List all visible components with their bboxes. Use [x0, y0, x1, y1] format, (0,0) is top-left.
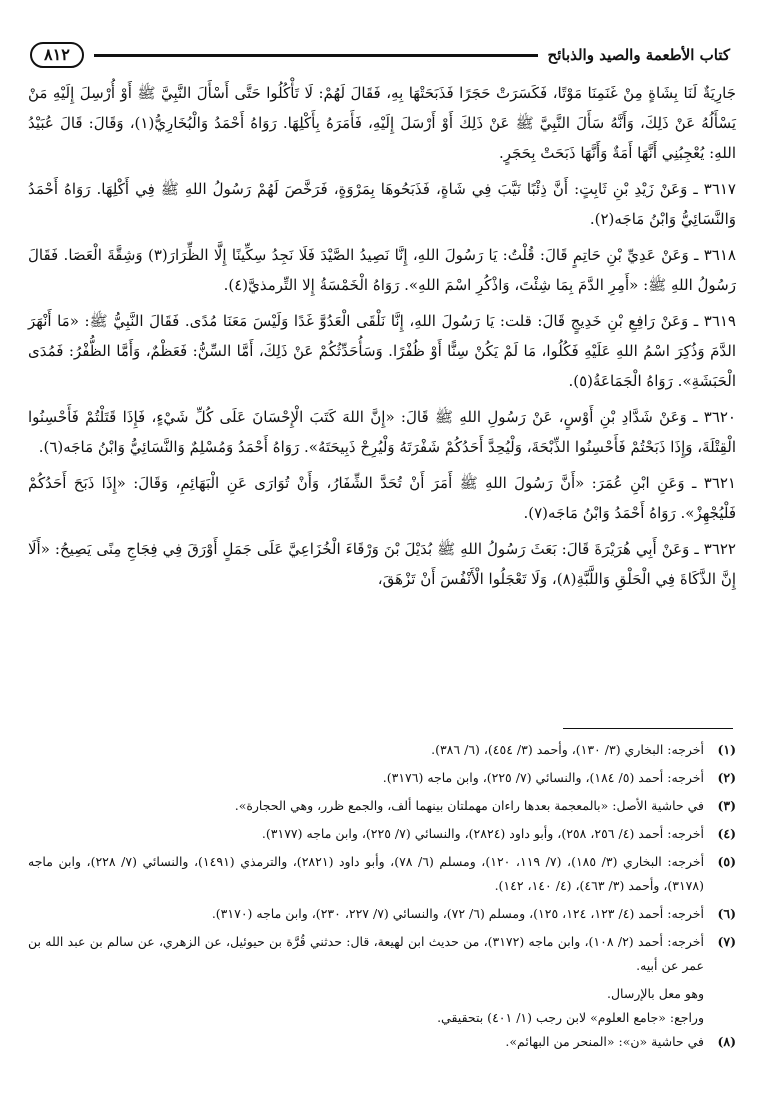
footnote: [28, 1030, 736, 1054]
footnote-text: أخرجه: أحمد (٢/ ١٠٨)، وابن ماجه (٣١٧٢)، من حديث ابن لهيعة، قال: حدثني قُرَّة بن حيوئيل، عن الزهري، عن سالم بن عبد الله بن عمر عن أبيه.: [28, 934, 704, 973]
header-rule: [94, 54, 538, 57]
footnote-number: (١): [717, 742, 736, 757]
footnote-text: أخرجه: أحمد (٤/ ٢٥٦، ٢٥٨)، وأبو داود (٢٨٢٤)، والنسائي (٧/ ٢٢٥)، وابن ماجه (٣١٧٧).: [261, 826, 704, 841]
hadith-body: [28, 78, 736, 600]
page-number: ٨١٢: [30, 42, 84, 68]
footnote: [28, 850, 736, 898]
footnote-number: (٤): [717, 826, 736, 841]
footnote-text: أخرجه: البخاري (٣/ ١٨٥)، (٧/ ١١٩، ١٢٠)، ومسلم (٦/ ٧٨)، وأبو داود (٢٨٢١)، والترمذي (١٤٩١)، والنسائي (٧/ ٢٢٨)، وابن ماجه (٣١٧٨)، وأحمد (٣/ ٤٦٣)، (٤/ ١٤٠، ١٤٢).: [28, 854, 705, 893]
footnote-continuation: وراجع: «جامع العلوم» لابن رجب (١/ ٤٠١) بتحقيقي.: [437, 1010, 704, 1025]
footnote: [28, 766, 736, 790]
footnote: [28, 794, 736, 818]
hadith-paragraph: ٣٦١٨ ـ وَعَنْ عَدِيِّ بْنِ حَاتِمٍ قَالَ: قُلْتُ: يَا رَسُولَ اللهِ، إِنَّا نَصِيدُ الصَّيْدَ فَلَا نَجِدُ سِكِّينًا إِلَّا الظِّرَارَ(٣) وَشِقَّةَ الْعَصَا. فَقَالَ رَسُولُ اللهِ ﷺ: «أَمِرِ الدَّمَ بِمَا شِئْتَ، وَاذْكُرِ اسْمَ اللهِ». رَوَاهُ الْخَمْسَةُ إِلا التِّرمذيَّ(٤).: [28, 246, 736, 294]
hadith-paragraph: ٣٦١٧ ـ وَعَنْ زَيْدِ بْنِ ثَابِتٍ: أَنَّ ذِئْبًا نَيَّبَ فِي شَاةٍ، فَذَبَحُوهَا بِمَرْوَةٍ، فَرَخَّصَ لَهُمْ رَسُولُ اللهِ ﷺ فِي أَكْلِهَا. رَوَاهُ أَحْمَدُ وَالنَّسَائِيُّ وَابْنُ مَاجَه(٢).: [28, 180, 736, 228]
footnote: [28, 822, 736, 846]
footnote-number: (٦): [717, 906, 736, 921]
hadith-paragraph: ٣٦٢٢ ـ وَعَنْ أَبِي هُرَيْرَةَ قَالَ: بَعَثَ رَسُولُ اللهِ ﷺ بُدَيْلَ بْنَ وَرْقَاءَ الْخُزَاعِيَّ عَلَى جَمَلٍ أَوْرَقَ فِي فِجَاجِ مِنًى يَصِيحُ: «أَلَا إِنَّ الذَّكَاةَ فِي الْحَلْقِ وَاللَّبَّةِ(٨)، وَلَا تَعْجَلُوا الْأَنْفُسَ أَنْ تَزْهَقَ،: [28, 540, 736, 588]
footnote-text: في حاشية «ن»: «المنحر من البهائم».: [505, 1034, 704, 1049]
chapter-title: كتاب الأطعمة والصيد والذبائح: [547, 46, 730, 64]
running-header: [30, 40, 730, 70]
footnote-number: (٣): [717, 798, 736, 813]
footnote-number: (٧): [717, 934, 736, 949]
footnote: [28, 902, 736, 926]
footnote-separator: [563, 728, 733, 729]
hadith-paragraph: ٣٦١٩ ـ وَعَنْ رَافِعِ بْنِ خَدِيجٍ قَالَ: قلت: يَا رَسُولَ اللهِ، إِنَّا نَلْقَى الْعَدُوَّ غَدًا وَلَيْسَ مَعَنَا مُدًى. فَقَالَ النَّبِيُّ ﷺ: «مَا أَنْهَرَ الدَّمَ وَذُكِرَ اسْمُ اللهِ عَلَيْهِ فَكُلُوا، مَا لَمْ يَكُنْ سِنًّا أَوْ ظُفْرًا. وَسَأُحَدِّثُكُمْ عَنْ ذَلِكَ، أَمَّا السِّنُّ: فَعَظْمٌ، وَأَمَّا الظُّفْرُ: فَمُدَى الْحَبَشَةِ». رَوَاهُ الْجَمَاعَةُ(٥).: [28, 312, 736, 390]
footnote-number: (٥): [717, 854, 736, 869]
footnote: [28, 930, 736, 978]
footnote-text: أخرجه: أحمد (٥/ ١٨٤)، والنسائي (٧/ ٢٢٥)، وابن ماجه (٣١٧٦).: [382, 770, 704, 785]
footnote-text: أخرجه: أحمد (٤/ ١٢٣، ١٢٤، ١٢٥)، ومسلم (٦/ ٧٢)، والنسائي (٧/ ٢٢٧، ٢٣٠)، وابن ماجه (٣١٧٠).: [211, 906, 704, 921]
hadith-paragraph: ٣٦٢٠ ـ وَعَنْ شَدَّادِ بْنِ أَوْسٍ، عَنْ رَسُولِ اللهِ ﷺ قَالَ: «إِنَّ اللهَ كَتَبَ الْإِحْسَانَ عَلَى كُلِّ شَيْءٍ، فَإِذَا قَتَلْتُمْ فَأَحْسِنُوا الْقِتْلَةَ، وَإِذَا ذَبَحْتُمْ فَأَحْسِنُوا الذِّبْحَةَ، وَلْيُحِدَّ أَحَدُكُمْ شَفْرَتَهُ وَلْيُرِحْ ذَبِيحَتَهُ». رَوَاهُ أَحْمَدُ وَمُسْلِمٌ وَالنَّسَائِيُّ وَابْنُ مَاجَه(٦).: [28, 408, 736, 456]
footnotes: [28, 738, 736, 1058]
hadith-paragraph: جَارِيَةٌ لَنَا بِشَاةٍ مِنْ غَنَمِنَا مَوْتًا، فَكَسَرَتْ حَجَرًا فَذَبَحَتْهَا بِهِ، فَقَالَ لَهُمْ: لَا تَأْكُلُوا حَتَّى أَسْأَلَ النَّبِيَّ ﷺ أَوْ أُرْسِلَ إِلَيْهِ مَنْ يَسْأَلُهُ عَنْ ذَلِكَ، وَأَنَّهُ سَأَلَ النَّبِيَّ ﷺ عَنْ ذَلِكَ أَوْ أَرْسَلَ إِلَيْهِ، فَأَمَرَهُ بِأَكْلِهَا. رَوَاهُ أَحْمَدُ وَالْبُخَارِيُّ(١)، وَقَالَ: قَالَ عُبَيْدُ اللهِ: يُعْجِبُنِي أَنَّهَا أَمَةٌ وَأَنَّهَا ذَبَحَتْ بِحَجَرٍ.: [28, 84, 736, 162]
footnote: [28, 738, 736, 762]
footnote-text: في حاشية الأصل: «بالمعجمة بعدها راءان مهملتان بينهما ألف، والجمع ظرر، وهي الحجارة».: [234, 798, 704, 813]
footnote-text: أخرجه: البخاري (٣/ ١٣٠)، وأحمد (٣/ ٤٥٤)، (٦/ ٣٨٦).: [431, 742, 704, 757]
footnote-continuation: وهو معل بالإرسال.: [606, 986, 704, 1001]
hadith-paragraph: ٣٦٢١ ـ وَعَنِ ابْنِ عُمَرَ: «أَنَّ رَسُولَ اللهِ ﷺ أَمَرَ أَنْ تُحَدَّ الشِّفَارُ، وَأَنْ تُوَارَى عَنِ الْبَهَائِمِ، وَقَالَ: «إِذَا ذَبَحَ أَحَدُكُمْ فَلْيُجْهِزْ». رَوَاهُ أَحْمَدُ وَابْنُ مَاجَه(٧).: [28, 474, 736, 522]
footnote-number: (٨): [717, 1034, 736, 1049]
footnote-number: (٢): [717, 770, 736, 785]
